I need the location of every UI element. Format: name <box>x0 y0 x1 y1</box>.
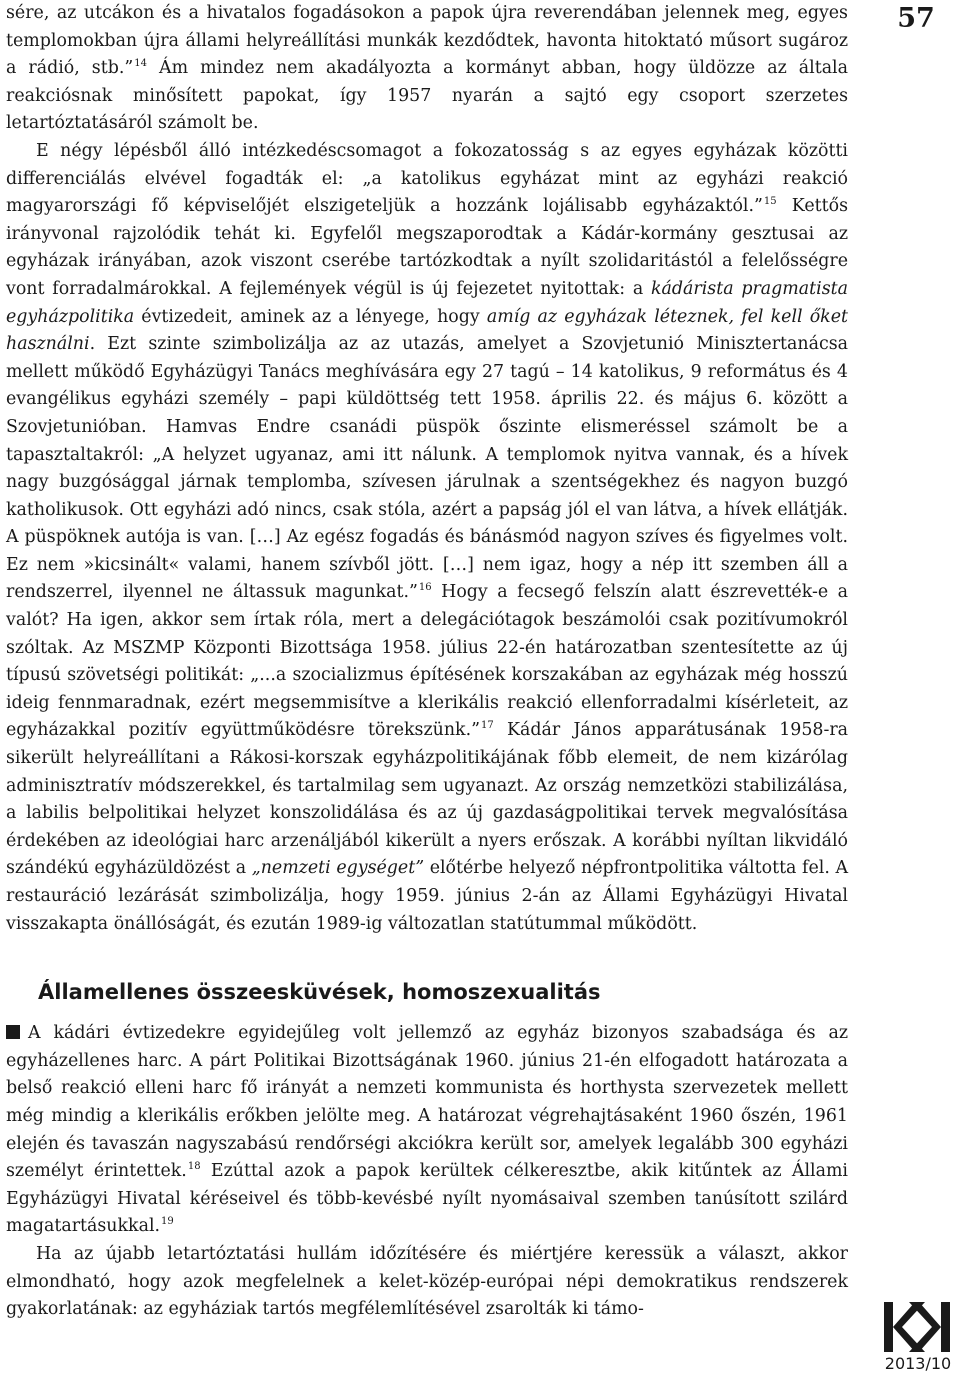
emphasis-text: amíg az egyházak léteznek, fel kell őket használni <box>6 306 849 355</box>
footnote-ref-19[interactable]: 19 <box>161 1216 174 1228</box>
section-heading: Államellenes összeesküvések, homoszexualitás <box>38 980 601 1005</box>
footnote-ref-16[interactable]: 16 <box>418 582 432 594</box>
footnote-ref-15[interactable]: 15 <box>763 196 777 208</box>
page-number: 57 <box>897 3 935 34</box>
square-bullet-icon <box>6 1025 20 1039</box>
paragraph-4: Ha az újabb letartóztatási hullám időzítésére és miértjére keressük a választ, akkor elmondható, hogy azok megfelelnek a kelet-közép-európai népi demokratikus rendszerek gyakorlatának: az egyháziak tartós megfélemlítésével zsarolták ki támo- <box>6 1243 848 1320</box>
paragraph-3: A kádári évtizedekre egyidejűleg volt jellemző az egyház bizonyos szabadsága és az egyházellenes harc. A párt Politikai Bizottságának 1960. június 21-én elfogadott határozata a belső reakció elleni harc fő irányát a nemzeti kommunista és horthysta szervezetek mellett még mindig a klerikális erőkben jelölte meg. A határozat végrehajtásaként 1960 őszén, 1961 elején és tavaszán nagyszabású rendőrségi akciókra került sor, amelyek legalább 300 egyházi személyt érintettek.$^{18}$ Ezúttal azok a papok kerültek célkeresztbe, akik kitűntek az Állami Egyházügyi Hivatal kéréseivel és több-kevésbé nyílt nyomásaival szemben tanúsított szilárd magatartásukkal.$^{19}$ <box>6 1023 848 1237</box>
paragraph-2: E négy lépésből álló intézkedéscsomagot a fokozatosság s az egyes egyházak közötti differenciálás elvével fogadták el: „a katolikus egyházat mint az egyházi reakció magyarországi fő képviselőjét elszigeteljük a hozzánk lojálisabb egyházaktól.”$^{15}$ Kettős irányvonal rajzolódik tehát ki. Egyfelől megszaporodtak a Kádár-kormány gesztusai az egyházak irányában, azok viszont cserébe tartózkodtak a nyílt szolidaritástól a felelősségre vont forradalmárokkal. A fejlemények végül is új fejezetet nyitottak: a kádárista pragmatista egyházpolitika évtizedeit, aminek az a lényege, hogy amíg az egyházak léteznek, fel kell őket használni. Ezt szinte szimbolizálja az az utazás, amelyet a Szovjetunió Minisztertanácsa mellett működő Egyházügyi Tanács meghívására egy 27 tagú – 14 katolikus, 9 református és 4 evangélikus egyházi személy – papi küldöttség tett 1958. április 22. és május 6. között a Szovjetunióban. Hamvas Endre csanádi püspök őszinte elismeréssel számolt be a tapasztaltakról: „A helyzet ugyanaz, ami itt nálunk. A templomok nyitva vannak, és a hívek nagy buzgósággal járnak templomba, szívesen járulnak a szentségekhez és nagyon buzgó katholikusok. Ott egyházi adó nincs, csak stóla, azért a papság jól el van látva, a hívek ellátják. A püspöknek autója is van. […] Az egész fogadás és bánásmód nagyon szíves és figyelmes volt. Ez nem »kicsinált« valami, hanem szívből jött. […] nem igaz, hogy a nép itt szemben áll a rendszerrel, ilyennel ne áltassuk magunkat.”$^{16}$ Hogy a fecsegő felszín alatt észrevették-e a valót? Ha igen, akkor sem írtak róla, mert a delegációtagok beszámolói csak pozitívumokról szóltak. Az MSZMP Központi Bizottsága 1958. július 22-én határozatban szentesítette az új típusú szövetségi politikát: „...a szocializmus építésének korszakában az egyházak még hosszú ideig fennmaradnak, ezért megsemmisítve a klerikális reakció ellenforradalmi kísérleteit, az egyházakkal pozitív együttműködésre törekszünk.”$^{17}$ Kádár János apparátusának 1958-ra sikerült helyreállítani a Rákosi-korszak egyházpolitikájának főbb elemeit, de nem kizárólag adminisztratív módszerekkel, és tartalmilag sem ugyanazt. Az ország nemzetközi stabilizálása, a labilis belpolitikai helyzet konszolidálása és az új gazdaságpolitikai tervek megvalósítása érdekében az ideológiai harc arzenáljából kikerült a nyers erőszak. A korábbi nyíltan likvidáló szándékú egyházüldözést a „nemzeti egységet” előtérbe helyező népfrontpolitika váltotta fel. A restauráció lezárását szimbolizálja, hogy 1959. június 2-án az Állami Egyházügyi Hivatal visszakapta önállóságát, és ezután 1989-ig változatlan statútummal működött. <box>6 140 849 934</box>
emphasis-text: „nemzeti egységet” <box>251 858 425 879</box>
paragraph-1: sére, az utcákon és a hivatalos fogadásokon a papok újra reverendában jelennek meg, egyes templomokban újra állami helyreállítási munkák kezdődtek, havonta hitoktató műsort sugároz a rádió, stb.”$^{14}$ Ám mindez nem akadályozta a kormányt abban, hogy üldözze az általa reakciósnak minősített papokat, így 1957 nyarán a sajtó egy csoport szerzetes letartóztatásáról számolt be. <box>6 3 848 134</box>
issue-number: 2013/10 <box>884 1354 952 1373</box>
footnote-ref-17[interactable]: 17 <box>481 720 494 732</box>
kk-logo-icon <box>884 1302 950 1352</box>
footnote-ref-18[interactable]: 18 <box>187 1161 201 1173</box>
body-text <box>6 0 848 1324</box>
footnote-ref-14[interactable]: 14 <box>134 58 147 70</box>
emphasis-text: kádárista pragmatista egyházpolitika <box>6 278 848 327</box>
